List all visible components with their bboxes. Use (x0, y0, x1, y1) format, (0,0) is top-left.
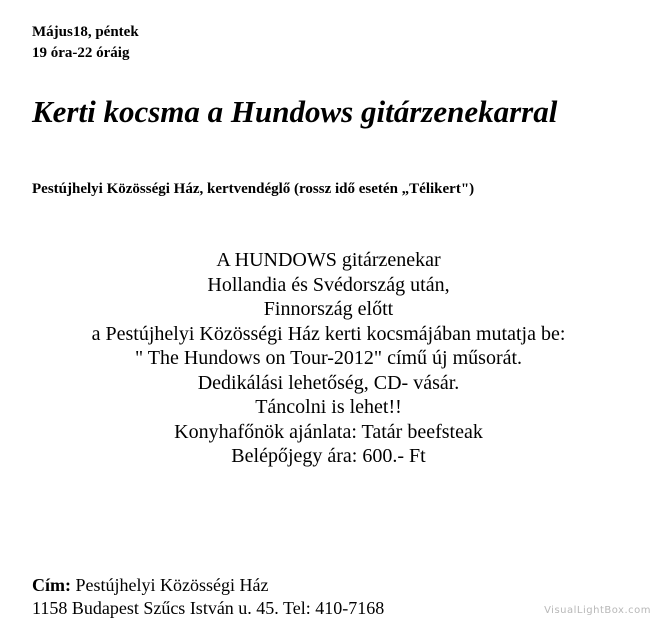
watermark-text: VisualLightBox.com (544, 605, 651, 616)
address-street: 1158 Budapest Szűcs István u. 45. Tel: 410-7168 (32, 598, 385, 618)
address-name: Pestújhelyi Közösségi Ház (75, 575, 269, 595)
event-date-block (32, 22, 139, 64)
announcement-line: Dedikálási lehetőség, CD- vásár. (197, 371, 460, 394)
announcement-line: Hollandia és Svédország után, (207, 273, 450, 296)
event-time: 19 óra-22 óráig (32, 45, 130, 61)
announcement-line: Konyhafőnök ajánlata: Tatár beefsteak (174, 420, 483, 443)
announcement-line: Táncolni is lehet!! (255, 396, 402, 418)
announcement-line: Finnország előtt (263, 298, 394, 320)
announcement-text (0, 248, 657, 469)
announcement-line: " The Hundows on Tour-2012" című új műsorát. (134, 347, 523, 369)
announcement-line: Belépőjegy ára: 600.- Ft (231, 445, 426, 467)
event-date: Május18, péntek (32, 24, 139, 40)
address-label: Cím: (32, 575, 71, 595)
event-title: Kerti kocsma a Hundows gitárzenekarral (32, 94, 558, 129)
announcement-line: A HUNDOWS gitárzenekar (216, 249, 441, 271)
address-block (32, 574, 384, 620)
announcement-line: a Pestújhelyi Közösségi Ház kerti kocsmájában mutatja be: (91, 322, 566, 345)
event-venue: Pestújhelyi Közösségi Ház, kertvendéglő (rossz idő esetén „Télikert") (32, 181, 475, 197)
address-line-1 (32, 574, 384, 597)
